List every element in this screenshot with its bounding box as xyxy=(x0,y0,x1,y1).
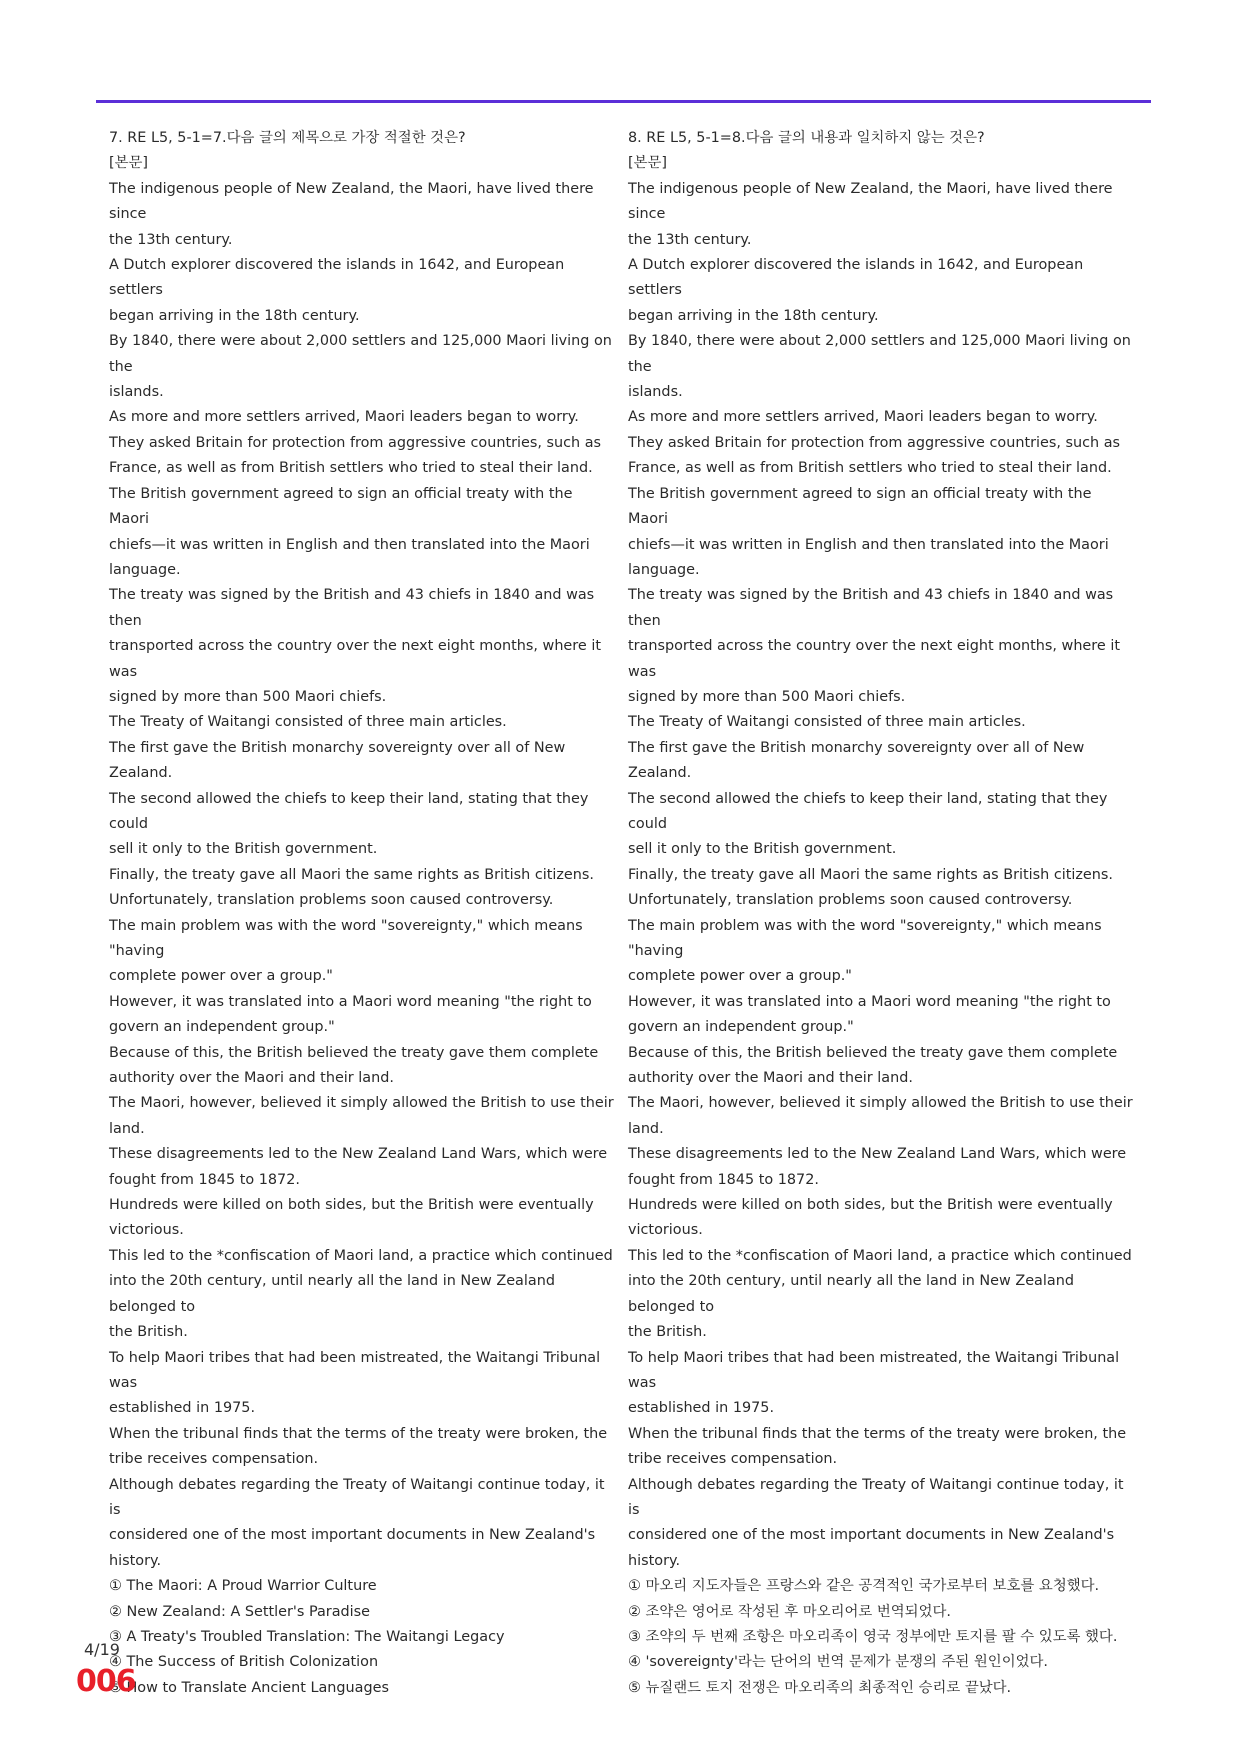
passage-line: language. xyxy=(628,561,700,578)
passage-line: victorious. xyxy=(109,1222,184,1239)
passage-line: When the tribunal finds that the terms of the treaty were broken, the xyxy=(628,1425,1127,1442)
passage-line: Because of this, the British believed the treaty gave them complete xyxy=(628,1044,1118,1061)
answer-option: ⑤ How to Translate Ancient Languages xyxy=(109,1679,389,1696)
passage-line: history. xyxy=(628,1552,681,1569)
passage-line: The first gave the British monarchy sovereignty over all of New Zealand. xyxy=(109,739,566,782)
passage-line: To help Maori tribes that had been mistreated, the Waitangi Tribunal was xyxy=(628,1349,1120,1391)
question-8-tag: [본문] xyxy=(628,155,668,172)
answer-option: ② New Zealand: A Settler's Paradise xyxy=(109,1603,371,1620)
question-8-header: 8. RE L5, 5-1=8.다음 글의 내용과 일치하지 않는 것은? xyxy=(628,130,985,146)
answer-option: ① The Maori: A Proud Warrior Culture xyxy=(109,1578,377,1595)
passage-line: transported across the country over the next eight months, where it was xyxy=(109,638,601,680)
passage-line: The second allowed the chiefs to keep their land, stating that they could xyxy=(628,790,1108,832)
passage-line: transported across the country over the next eight months, where it was xyxy=(628,638,1120,680)
answer-option: ① 마오리 지도자들은 프랑스와 같은 공격적인 국가로부터 보호를 요청했다. xyxy=(628,1578,1100,1595)
passage-line: fought from 1845 to 1872. xyxy=(109,1171,300,1188)
passage-line: A Dutch explorer discovered the islands in 1642, and European settlers xyxy=(628,257,1084,299)
top-divider xyxy=(96,100,1151,103)
answer-option: ④ The Success of British Colonization xyxy=(109,1654,379,1671)
passage-line: into the 20th century, until nearly all the land in New Zealand belonged to xyxy=(109,1273,555,1315)
passage-line: chiefs—it was written in English and then translated into the Maori xyxy=(628,536,1109,553)
passage-line: victorious. xyxy=(628,1222,703,1239)
passage-line: islands. xyxy=(628,384,683,401)
passage-line: govern an independent group." xyxy=(109,1019,335,1036)
passage-line: sell it only to the British government. xyxy=(628,841,897,858)
answer-option: ② 조약은 영어로 작성된 후 마오리어로 번역되었다. xyxy=(628,1603,951,1620)
passage-line: However, it was translated into a Maori word meaning "the right to xyxy=(109,993,592,1010)
question-7-tag: [본문] xyxy=(109,155,149,172)
passage-line: The main problem was with the word "sovereignty," which means "having xyxy=(628,917,1102,959)
question-8-options xyxy=(628,1574,1134,1701)
passage-line: The Maori, however, believed it simply allowed the British to use their xyxy=(628,1095,1133,1112)
passage-line: The Maori, however, believed it simply allowed the British to use their xyxy=(109,1095,614,1112)
passage-line: began arriving in the 18th century. xyxy=(628,307,879,324)
passage-line: the 13th century. xyxy=(109,231,233,248)
passage-line: France, as well as from British settlers who tried to steal their land. xyxy=(628,460,1112,477)
passage-line: When the tribunal finds that the terms of the treaty were broken, the xyxy=(109,1425,608,1442)
passage-line: This led to the *confiscation of Maori land, a practice which continued xyxy=(628,1247,1132,1264)
passage-line: These disagreements led to the New Zealand Land Wars, which were xyxy=(628,1146,1127,1163)
question-7-column xyxy=(109,126,615,1701)
passage-line: Because of this, the British believed the treaty gave them complete xyxy=(109,1044,599,1061)
passage-line: land. xyxy=(628,1120,664,1137)
passage-line: By 1840, there were about 2,000 settlers and 125,000 Maori living on the xyxy=(628,333,1131,375)
passage-line: The indigenous people of New Zealand, the Maori, have lived there since xyxy=(109,180,594,223)
passage-line: A Dutch explorer discovered the islands in 1642, and European settlers xyxy=(109,257,565,299)
passage-line: land. xyxy=(109,1120,145,1137)
passage-line: The first gave the British monarchy sovereignty over all of New Zealand. xyxy=(628,739,1085,782)
passage-line: The Treaty of Waitangi consisted of three main articles. xyxy=(628,714,1026,731)
passage-line: complete power over a group." xyxy=(628,968,852,985)
answer-option: ⑤ 뉴질랜드 토지 전쟁은 마오리족의 최종적인 승리로 끝났다. xyxy=(628,1679,1012,1696)
passage-line: To help Maori tribes that had been mistreated, the Waitangi Tribunal was xyxy=(109,1349,601,1391)
passage-line: Although debates regarding the Treaty of Waitangi continue today, it is xyxy=(109,1476,605,1518)
passage-line: The British government agreed to sign an official treaty with the Maori xyxy=(109,485,573,528)
passage-line: signed by more than 500 Maori chiefs. xyxy=(109,688,387,705)
passage-line: the 13th century. xyxy=(628,231,752,248)
passage-line: The second allowed the chiefs to keep their land, stating that they could xyxy=(109,790,589,832)
passage-line: Finally, the treaty gave all Maori the same rights as British citizens. xyxy=(109,866,594,883)
passage-line: These disagreements led to the New Zealand Land Wars, which were xyxy=(109,1146,608,1163)
passage-line: islands. xyxy=(109,384,164,401)
passage-line: This led to the *confiscation of Maori land, a practice which continued xyxy=(109,1247,613,1264)
passage-line: However, it was translated into a Maori word meaning "the right to xyxy=(628,993,1111,1010)
passage-line: Unfortunately, translation problems soon caused controversy. xyxy=(628,892,1073,909)
passage-line: fought from 1845 to 1872. xyxy=(628,1171,819,1188)
passage-line: the British. xyxy=(109,1324,188,1341)
passage-line: history. xyxy=(109,1552,162,1569)
passage-line: language. xyxy=(109,561,181,578)
passage-line: into the 20th century, until nearly all the land in New Zealand belonged to xyxy=(628,1273,1074,1315)
answer-option: ③ 조약의 두 번째 조항은 마오리족이 영국 정부에만 토지를 팔 수 있도록 했다. xyxy=(628,1628,1118,1645)
passage-line: By 1840, there were about 2,000 settlers and 125,000 Maori living on the xyxy=(109,333,612,375)
question-7-header: 7. RE L5, 5-1=7.다음 글의 제목으로 가장 적절한 것은? xyxy=(109,130,466,146)
question-8-passage xyxy=(628,177,1134,1574)
question-7-passage xyxy=(109,177,615,1574)
passage-line: The British government agreed to sign an official treaty with the Maori xyxy=(628,485,1092,528)
passage-line: The Treaty of Waitangi consisted of three main articles. xyxy=(109,714,507,731)
answer-option: ④ 'sovereignty'라는 단어의 번역 문제가 분쟁의 주된 원인이었다. xyxy=(628,1654,1048,1671)
passage-line: signed by more than 500 Maori chiefs. xyxy=(628,688,906,705)
question-7-options xyxy=(109,1574,615,1701)
passage-line: considered one of the most important documents in New Zealand's xyxy=(109,1527,596,1544)
passage-line: authority over the Maori and their land. xyxy=(628,1070,913,1087)
passage-line: Unfortunately, translation problems soon caused controversy. xyxy=(109,892,554,909)
passage-line: sell it only to the British government. xyxy=(109,841,378,858)
passage-line: France, as well as from British settlers who tried to steal their land. xyxy=(109,460,593,477)
passage-line: Although debates regarding the Treaty of Waitangi continue today, it is xyxy=(628,1476,1124,1518)
passage-line: tribe receives compensation. xyxy=(628,1451,838,1468)
passage-line: As more and more settlers arrived, Maori leaders began to worry. xyxy=(109,409,579,426)
passage-line: chiefs—it was written in English and then translated into the Maori xyxy=(109,536,590,553)
passage-line: Hundreds were killed on both sides, but the British were eventually xyxy=(109,1197,594,1214)
passage-line: They asked Britain for protection from aggressive countries, such as xyxy=(109,434,602,451)
passage-line: The treaty was signed by the British and 43 chiefs in 1840 and was then xyxy=(109,587,595,629)
passage-line: began arriving in the 18th century. xyxy=(109,307,360,324)
question-8-column xyxy=(628,126,1134,1701)
passage-line: established in 1975. xyxy=(628,1400,775,1417)
passage-line: They asked Britain for protection from aggressive countries, such as xyxy=(628,434,1121,451)
passage-line: authority over the Maori and their land. xyxy=(109,1070,394,1087)
passage-line: The indigenous people of New Zealand, the Maori, have lived there since xyxy=(628,180,1113,223)
answer-option: ③ A Treaty's Troubled Translation: The Waitangi Legacy xyxy=(109,1628,505,1645)
passage-line: established in 1975. xyxy=(109,1400,256,1417)
passage-line: Hundreds were killed on both sides, but the British were eventually xyxy=(628,1197,1113,1214)
passage-line: The main problem was with the word "sovereignty," which means "having xyxy=(109,917,583,959)
passage-line: As more and more settlers arrived, Maori leaders began to worry. xyxy=(628,409,1098,426)
passage-line: the British. xyxy=(628,1324,707,1341)
passage-line: considered one of the most important documents in New Zealand's xyxy=(628,1527,1115,1544)
passage-line: The treaty was signed by the British and 43 chiefs in 1840 and was then xyxy=(628,587,1114,629)
passage-line: complete power over a group." xyxy=(109,968,333,985)
passage-line: govern an independent group." xyxy=(628,1019,854,1036)
logo-number: 006 xyxy=(76,1664,136,1699)
passage-line: Finally, the treaty gave all Maori the same rights as British citizens. xyxy=(628,866,1113,883)
page-number: 4/19 xyxy=(84,1640,120,1659)
passage-line: tribe receives compensation. xyxy=(109,1451,319,1468)
